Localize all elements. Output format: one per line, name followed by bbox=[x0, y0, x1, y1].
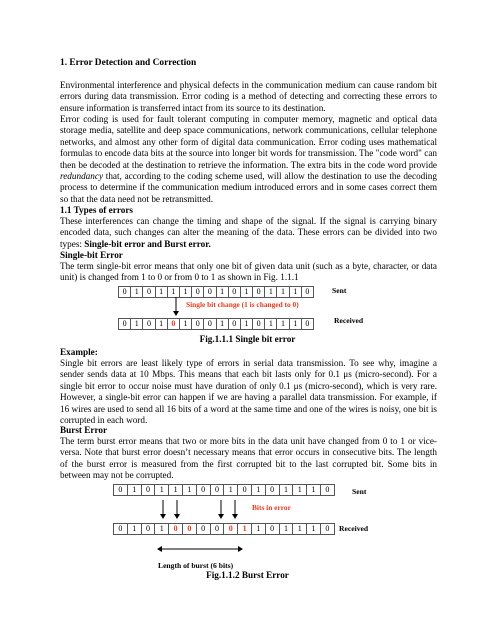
bit-cell: 1 bbox=[264, 318, 277, 330]
bit-cell: 1 bbox=[216, 286, 229, 298]
fig2-bits-in-error-label: Bits in error bbox=[252, 503, 291, 512]
bit-cell: 0 bbox=[167, 318, 180, 330]
bit-cell: 0 bbox=[265, 523, 280, 535]
fig2-sent-label: Sent bbox=[352, 487, 367, 496]
bit-cell: 1 bbox=[251, 523, 266, 535]
fig1-change-label: Single bit change (1 is changed to 0) bbox=[186, 300, 299, 309]
bit-cell: 1 bbox=[306, 523, 321, 535]
fig1-sent-label: Sent bbox=[332, 286, 347, 295]
bit-cell: 1 bbox=[279, 484, 294, 496]
bit-cell: 1 bbox=[216, 318, 229, 330]
bit-cell: 0 bbox=[182, 523, 197, 535]
fig1-caption: Fig.1.1.1 Single bit error bbox=[199, 334, 296, 344]
burst-heading: Burst Error bbox=[60, 425, 108, 435]
bit-cell: 0 bbox=[210, 523, 225, 535]
intro-p2-part-b: that, according to the coding scheme used, will allow the destination to use the decoding process to determine if the communication medium introduced errors and in some cases correct them so that the data need not be retransmitted. bbox=[60, 171, 437, 204]
bit-cell: 1 bbox=[130, 286, 143, 298]
bit-cell: 1 bbox=[240, 286, 253, 298]
bit-cell: 1 bbox=[154, 523, 169, 535]
bit-cell: 1 bbox=[289, 318, 302, 330]
bit-cell: 0 bbox=[203, 318, 216, 330]
bit-cell: 1 bbox=[130, 318, 143, 330]
bit-cell: 1 bbox=[154, 484, 169, 496]
bit-cell: 0 bbox=[168, 523, 183, 535]
bit-cell: 1 bbox=[237, 523, 252, 535]
intro-p1-text: Environmental interference and physical defects in the communication medium can cause random bit errors during data transmission. Error coding is a method of detecting and correcting these errors to ensure information is transferred intact from its source to its destination. bbox=[60, 80, 437, 113]
bit-cell: 0 bbox=[196, 523, 211, 535]
example-heading: Example: bbox=[60, 347, 98, 357]
bit-cell: 0 bbox=[203, 286, 216, 298]
types-heading: 1.1 Types of errors bbox=[60, 205, 133, 215]
bit-cell: 0 bbox=[118, 286, 131, 298]
burst-text: The term burst error means that two or more bits in the data unit have changed from 0 to 1 or vice-versa. Note that burst error doesn’t necessary means that error occurs in consecutive bits. The length of the burst error is measured from the first corrupted bit to the last corrupted bit. Some bits in between may not be corrupted. bbox=[60, 436, 437, 481]
bit-cell: 0 bbox=[237, 484, 252, 496]
bit-cell: 0 bbox=[320, 523, 335, 535]
single-bit-text: The term single-bit error means that only one bit of given data unit (such as a byte, character, or data unit) is changed from 1 to 0 or from 0 to 1 as shown in Fig. 1.1.1 bbox=[60, 261, 437, 283]
bit-cell: 1 bbox=[292, 484, 307, 496]
bit-cell: 1 bbox=[155, 286, 168, 298]
bit-cell: 0 bbox=[252, 286, 265, 298]
types-text-b: Single-bit error and Burst error. bbox=[84, 238, 211, 249]
bit-cell: 1 bbox=[251, 484, 266, 496]
bit-cell: 1 bbox=[182, 484, 197, 496]
bit-cell: 0 bbox=[228, 286, 241, 298]
bit-cell: 1 bbox=[240, 318, 253, 330]
bit-cell: 1 bbox=[127, 484, 142, 496]
fig2-length-label: Length of burst (6 bits) bbox=[158, 561, 234, 570]
bit-cell: 1 bbox=[306, 484, 321, 496]
bit-cell: 1 bbox=[127, 523, 142, 535]
bit-cell: 0 bbox=[265, 484, 280, 496]
single-bit-heading: Single-bit Error bbox=[60, 250, 123, 260]
bit-cell: 1 bbox=[168, 484, 183, 496]
bit-cell: 0 bbox=[191, 318, 204, 330]
bit-cell: 0 bbox=[118, 318, 131, 330]
bit-cell: 0 bbox=[141, 484, 156, 496]
section-heading: 1. Error Detection and Correction bbox=[60, 58, 197, 68]
bit-cell: 1 bbox=[167, 286, 180, 298]
bit-cell: 0 bbox=[228, 318, 241, 330]
fig2-received-label: Received bbox=[339, 524, 369, 533]
bit-cell: 0 bbox=[191, 286, 204, 298]
bit-cell: 1 bbox=[292, 523, 307, 535]
bit-cell: 1 bbox=[223, 484, 238, 496]
bit-cell: 0 bbox=[301, 286, 314, 298]
bit-cell: 1 bbox=[289, 286, 302, 298]
bit-cell: 0 bbox=[142, 318, 155, 330]
intro-p2-part-a: Error coding is used for fault tolerant computing in computer memory, magnetic and optical data storage media, satellite and deep space communications, network communications, cellular telephone networks, and almost any other form of digital data communication. Error coding uses mathematical formulas to encode data bits at the source into longer bit words for transmission. The "code word" can then be decoded at the destination to retrieve the information. The extra bits in the code word provide bbox=[60, 114, 437, 170]
bit-cell: 0 bbox=[113, 523, 128, 535]
bit-cell: 1 bbox=[179, 318, 192, 330]
bit-cell: 1 bbox=[179, 286, 192, 298]
example-text: Single bit errors are least likely type of errors in serial data transmission. To see why, imagine a sender sends data at 10 Mbps. This means that each bit lasts only for 0.1 μs (micro-second). For a single bit error to occur noise must have duration of only 0.1 μs (micro-second), which is very rare. However, a single-bit error can happen if we are having a parallel data transmission. For example, if 16 wires are used to send all 16 bits of a word at the same time and one of the wires is noisy, one bit is corrupted in each word. bbox=[60, 358, 437, 426]
bit-cell: 0 bbox=[223, 523, 238, 535]
types-text-a: These interferences can change the timing and shape of the signal. If the signal is carrying binary encoded data, such changes can alter the meaning of the data. These errors can be divided into two types: bbox=[60, 216, 437, 249]
bit-cell: 0 bbox=[320, 484, 335, 496]
bit-cell: 0 bbox=[113, 484, 128, 496]
bit-cell: 0 bbox=[252, 318, 265, 330]
bit-cell: 1 bbox=[276, 286, 289, 298]
bit-cell: 0 bbox=[142, 286, 155, 298]
bit-cell: 1 bbox=[264, 286, 277, 298]
bit-cell: 1 bbox=[276, 318, 289, 330]
fig2-received-bits bbox=[113, 523, 334, 535]
bit-cell: 0 bbox=[210, 484, 225, 496]
bit-cell: 1 bbox=[155, 318, 168, 330]
bit-cell: 0 bbox=[141, 523, 156, 535]
redundancy-term: redundancy bbox=[60, 171, 104, 182]
fig1-received-label: Received bbox=[334, 316, 364, 325]
fig2-caption: Fig.1.1.2 Burst Error bbox=[206, 570, 289, 580]
bit-cell: 1 bbox=[279, 523, 294, 535]
bit-cell: 0 bbox=[301, 318, 314, 330]
bit-cell: 0 bbox=[196, 484, 211, 496]
